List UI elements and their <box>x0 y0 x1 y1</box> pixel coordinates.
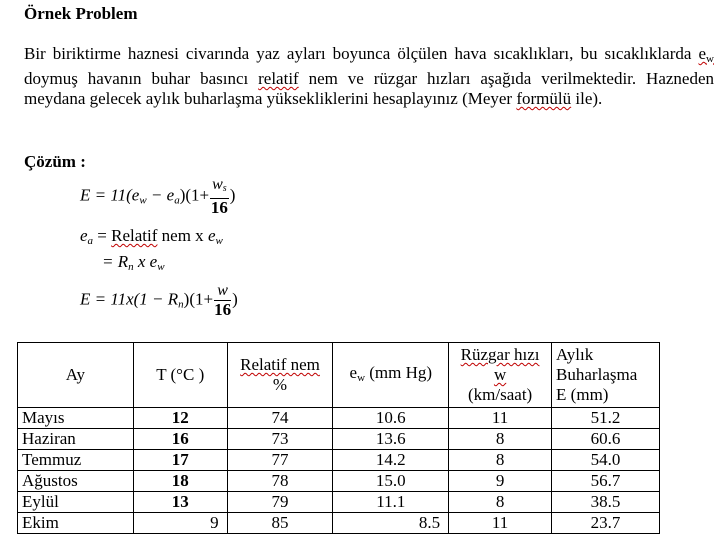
header-evaporation: Aylık Buharlaşma E (mm) <box>552 343 660 408</box>
problem-text-1: Bir biriktirme haznesi civarında yaz ayları boyunca ölçülen hava sıcaklıkları, bu sıcaklıklarda <box>24 44 699 63</box>
problem-text-2: doymuş havanın buhar basıncı <box>24 69 259 88</box>
problem-statement <box>24 44 714 109</box>
table-row: Ekim 9 85 8.5 11 23.7 <box>18 513 660 534</box>
table-row: Eylül 13 79 11.1 8 38.5 <box>18 492 660 513</box>
table-header-row <box>18 343 660 408</box>
wind-fraction-2: $\frac{w}{16}$ <box>214 282 232 319</box>
relatif-word: relatif <box>258 69 299 88</box>
ea-definition: $e_a$ = Relatif nem x $e_w$ <box>80 226 223 247</box>
ew-symbol: $e_w$ <box>698 44 714 65</box>
evaporation-table <box>17 342 660 534</box>
table-row: Temmuz 17 77 14.2 8 54.0 <box>18 450 660 471</box>
header-vapor-pressure: $e_w$ (mm Hg) <box>333 343 449 408</box>
header-temperature: T (°C ) <box>133 343 227 408</box>
problem-text-4: ile). <box>571 89 603 108</box>
final-formula: $E = 11x(1 - R_n)(1+$ $\frac{w}{16}$ ) <box>80 282 238 319</box>
header-wind-speed: Rüzgar hızı w (km/saat) <box>449 343 552 408</box>
table-row: Mayıs 12 74 10.6 11 51.2 <box>18 408 660 429</box>
solution-label: Çözüm : <box>24 152 86 171</box>
table-row: Ağustos 18 78 15.0 9 56.7 <box>18 471 660 492</box>
formulu-word: formülü <box>516 89 572 108</box>
problem-text-3: nem ve rüzgar hızları aşağıda verilmektedir. Hazneden meydana gelecek aylık buharlaşma yüksekliklerini hesaplayınız (Meyer <box>24 69 715 108</box>
page-title: Örnek Problem <box>24 4 138 23</box>
meyer-formula: $E = 11(e_w - e_a)(1+$ $\frac{ws}{16}$ ) <box>80 176 236 217</box>
header-humidity: Relatif nem % <box>227 343 333 408</box>
table-row: Haziran 16 73 13.6 8 60.6 <box>18 429 660 450</box>
header-ay: Ay <box>18 343 134 408</box>
ea-rn-relation: = $R_n$ x $e_w$ <box>102 252 165 273</box>
wind-fraction: $\frac{ws}{16}$ <box>210 176 228 217</box>
